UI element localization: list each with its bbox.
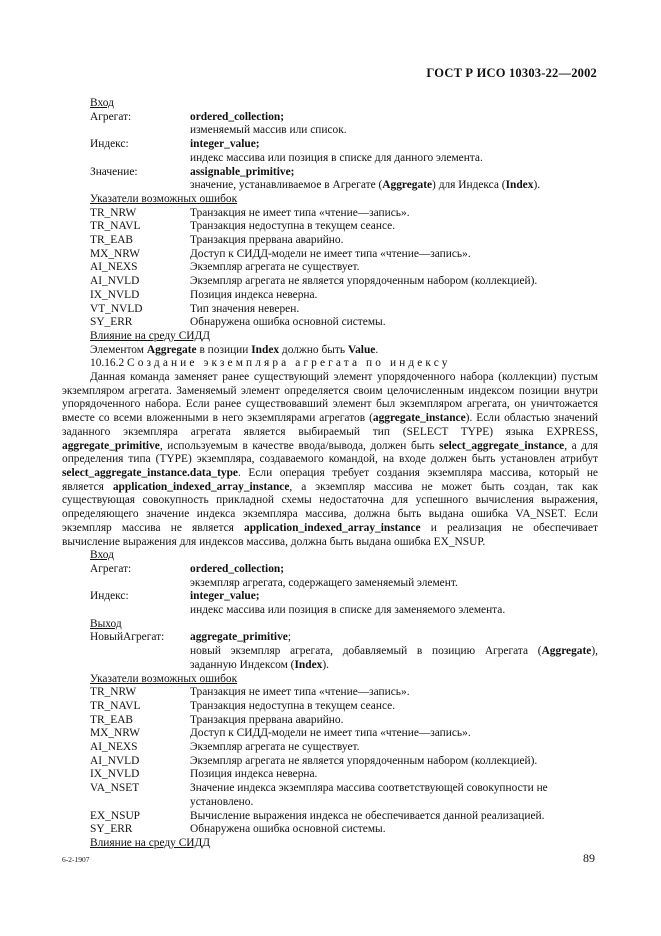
running-header: ГОСТ Р ИСО 10303-22—2002 xyxy=(426,66,597,80)
page-number: 89 xyxy=(583,851,595,865)
error-item xyxy=(90,289,598,303)
error-item xyxy=(90,741,598,755)
error-code: SY_ERR xyxy=(90,316,133,329)
input-param xyxy=(62,138,598,165)
error-item xyxy=(90,714,598,728)
error-text: Транзакция не имеет типа «чтение—запись». xyxy=(190,686,410,699)
error-text: Доступ к СИДД-модели не имеет типа «чтение—запись». xyxy=(190,727,471,740)
input-heading: Вход xyxy=(90,549,114,562)
error-code: TR_NRW xyxy=(90,206,137,219)
param-desc: значение, устанавливаемое в Агрегате (Aggregate) для Индекса (Index). xyxy=(190,179,541,192)
error-code: AI_NEXS xyxy=(90,741,138,754)
effect-text: Элементом Aggregate в позиции Index должно быть Value. xyxy=(90,343,379,356)
section-number: 10.16.2 xyxy=(90,357,125,370)
error-text: Обнаружена ошибка основной системы. xyxy=(190,823,386,836)
param-desc: новый экземпляр агрегата, добавляемый в позицию Агрегата (Aggregate), заданную Индексом (Index). xyxy=(190,645,598,671)
output-heading: Выход xyxy=(90,617,122,630)
error-text: Значение индекса экземпляра массива соответствующей совокупности не установлено. xyxy=(190,782,548,808)
error-code: TR_NAVL xyxy=(90,699,141,712)
param-label: Индекс: xyxy=(90,138,129,151)
error-item xyxy=(90,275,598,289)
error-code: TR_EAB xyxy=(90,234,134,247)
param-type: aggregate_primitive xyxy=(190,631,288,644)
param-desc: индекс массива или позиция в списке для заменяемого элемента. xyxy=(190,604,506,617)
param-desc: индекс массива или позиция в списке для данного элемента. xyxy=(190,151,483,164)
param-desc: экземпляр агрегата, содержащего заменяемый элемент. xyxy=(190,576,458,589)
error-item xyxy=(90,261,598,275)
param-label: Индекс: xyxy=(90,590,129,603)
error-text: Вычисление выражения индекса не обеспечивается данной реализацией. xyxy=(190,809,545,822)
error-code: AI_NEXS xyxy=(90,261,138,274)
error-text: Экземпляр агрегата не является упорядоченным набором (коллекцией). xyxy=(190,754,538,767)
error-item xyxy=(90,810,598,824)
effect-heading: Влияние на среду СИДД xyxy=(90,329,211,342)
error-list xyxy=(62,686,598,837)
errors-heading: Указатели возможных ошибок xyxy=(90,192,238,205)
error-item xyxy=(90,686,598,700)
error-item xyxy=(90,220,598,234)
error-code: AI_NVLD xyxy=(90,754,140,767)
input-param xyxy=(62,590,598,617)
body-paragraph: Данная команда заменяет ранее существующий элемент упорядоченного набора (коллекции) пустым экземпляром агрегата. Заменяемый элемент определяется своим целочисленным индексом позиции внутри упорядоченного набора. Если ранее существовавший элемент был экземпляром агрегата, он уничтожается вместе со всеми вложенными в него экземплярами агрегатов (aggregate_instance). Если областью значений заданного экземпляра агрегата является выбираемый тип (SELECT TYPE) языка EXPRESS, aggregate_primitive, используемым в качестве ввода/вывода, должен быть select_aggregate_instance, а для определения типа (TYPE) экземпляра, создаваемого командой, на входе должен быть установлен атрибут select_aggregate_instance.data_type. Если операция требует создания экземпляра массива, который не является application_indexed_array_instance, а экземпляр массива не может быть создан, так как существующая совокупность прикладной схемы недостаточна для успешного вычисления выражения, определяющего значение индекса экземпляра массива, должна быть выдана ошибка VA_NSET. Если экземпляр массива не является application_indexed_array_instance и реализация не обеспечивает вычисление выражения для индексов массива, должна быть выдана ошибка EX_NSUP. xyxy=(62,371,599,548)
error-item xyxy=(90,755,598,769)
error-item xyxy=(90,303,598,317)
error-text: Экземпляр агрегата не является упорядоченным набором (коллекцией). xyxy=(190,275,538,288)
error-text: Доступ к СИДД-модели не имеет типа «чтение—запись». xyxy=(190,247,471,260)
error-text: Тип значения неверен. xyxy=(190,302,300,315)
input-param xyxy=(62,111,598,138)
section-title: Создание экземпляра агрегата по индексу xyxy=(127,357,451,370)
error-text: Позиция индекса неверна. xyxy=(190,288,318,301)
error-text: Обнаружена ошибка основной системы. xyxy=(190,316,386,329)
error-text: Транзакция прервана аварийно. xyxy=(190,713,344,726)
error-text: Транзакция прервана аварийно. xyxy=(190,234,344,247)
param-type: integer_value; xyxy=(190,138,260,151)
param-label: Агрегат: xyxy=(90,562,132,575)
error-code: VA_NSET xyxy=(90,782,140,795)
error-code: MX_NRW xyxy=(90,727,140,740)
error-item xyxy=(90,700,598,714)
error-text: Экземпляр агрегата не существует. xyxy=(190,741,360,754)
effect-heading: Влияние на среду СИДД xyxy=(90,836,211,849)
error-code: IX_NVLD xyxy=(90,768,140,781)
param-label: Значение: xyxy=(90,165,138,178)
error-item xyxy=(90,248,598,262)
error-text: Транзакция не имеет типа «чтение—запись». xyxy=(190,206,410,219)
error-item xyxy=(90,782,598,809)
param-label: НовыйАгрегат: xyxy=(90,631,165,644)
error-text: Экземпляр агрегата не существует. xyxy=(190,261,360,274)
error-item xyxy=(90,727,598,741)
error-item xyxy=(90,316,598,330)
error-item xyxy=(90,207,598,221)
input-param xyxy=(62,166,598,193)
error-code: TR_NRW xyxy=(90,686,137,699)
error-text: Транзакция недоступна в текущем сеансе. xyxy=(190,220,396,233)
error-code: TR_EAB xyxy=(90,713,134,726)
errors-heading: Указатели возможных ошибок xyxy=(90,672,238,685)
print-code: 6-2-1907 xyxy=(62,855,90,864)
error-text: Позиция индекса неверна. xyxy=(190,768,318,781)
error-code: TR_NAVL xyxy=(90,220,141,233)
error-item xyxy=(90,768,598,782)
input-heading: Вход xyxy=(90,97,114,109)
error-code: VT_NVLD xyxy=(90,302,143,315)
page-content xyxy=(62,97,598,851)
error-item xyxy=(90,234,598,248)
section-heading xyxy=(62,357,598,371)
error-code: EX_NSUP xyxy=(90,809,141,822)
param-desc: изменяемый массив или список. xyxy=(190,124,347,137)
error-list xyxy=(62,207,598,330)
param-label: Агрегат: xyxy=(90,110,132,123)
error-code: AI_NVLD xyxy=(90,275,140,288)
param-type: assignable_primitive; xyxy=(190,165,295,178)
param-type: integer_value; xyxy=(190,590,260,603)
output-param: НовыйАгрегат: aggregate_primitive; новый экземпляр агрегата, добавляемый в позицию Агрегата (Aggregate), заданную Индексом (Index). xyxy=(90,631,598,671)
param-type: ordered_collection; xyxy=(190,562,285,575)
error-code: MX_NRW xyxy=(90,247,140,260)
input-param xyxy=(62,563,598,590)
error-code: SY_ERR xyxy=(90,823,133,836)
param-type: ordered_collection; xyxy=(190,110,285,123)
error-text: Транзакция недоступна в текущем сеансе. xyxy=(190,699,396,712)
error-item xyxy=(90,823,598,837)
error-code: IX_NVLD xyxy=(90,288,140,301)
